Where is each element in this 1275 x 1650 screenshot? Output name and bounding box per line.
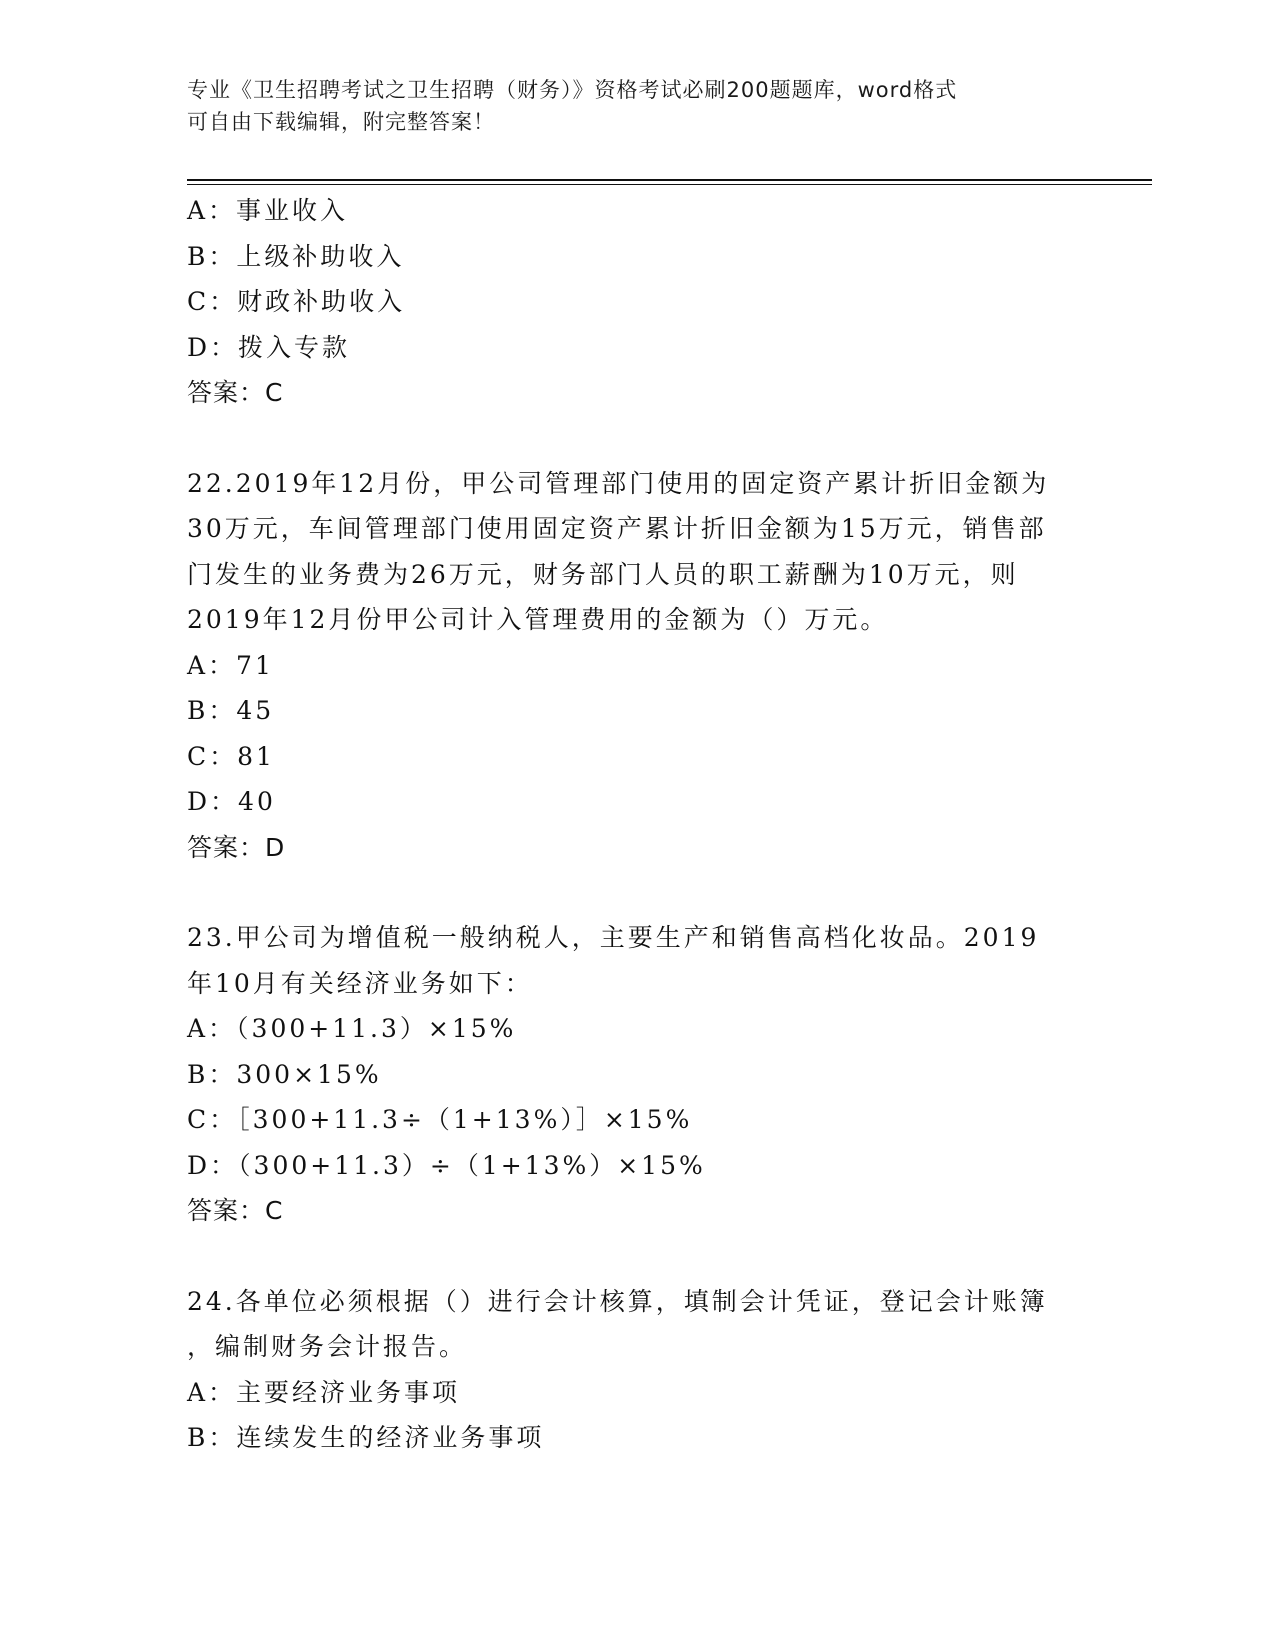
- q22-stem-line-4: 2019年12月份甲公司计入管理费用的金额为（）万元。: [187, 605, 889, 634]
- question-22-block: [187, 461, 1087, 871]
- question-21-block: [187, 188, 1087, 416]
- q23-stem-line-2: 年10月有关经济业务如下：: [187, 968, 533, 998]
- q22-option-b: B：45: [187, 696, 275, 725]
- q21-option-a: A：事业收入: [187, 196, 349, 225]
- q21-option-d: D：拨入专款: [187, 332, 351, 362]
- q22-stem-line-3: 门发生的业务费为26万元，财务部门人员的职工薪酬为10万元，则: [187, 559, 1019, 589]
- q22-option-a: A：71: [187, 650, 274, 680]
- q22-option-c: C：81: [187, 741, 275, 771]
- q21-answer: 答案：C: [187, 378, 284, 407]
- q21-option-c: C：财政补助收入: [187, 287, 406, 316]
- spacer: [187, 870, 1087, 915]
- q23-option-d: D：（300+11.3）÷（1+13%）×15%: [187, 1150, 706, 1180]
- q22-option-d: D：40: [187, 787, 276, 816]
- header-rule-thin: [187, 184, 1152, 185]
- q23-option-b: B：300×15%: [187, 1059, 382, 1089]
- q24-option-b: B：连续发生的经济业务事项: [187, 1423, 545, 1452]
- header-line-2: 可自由下载编辑，附完整答案！: [187, 110, 495, 134]
- q23-option-a: A：（300+11.3）×15%: [187, 1014, 517, 1043]
- q22-stem-line-2: 30万元，车间管理部门使用固定资产累计折旧金额为15万元，销售部: [187, 514, 1047, 543]
- q21-option-b: B：上级补助收入: [187, 241, 405, 271]
- document-header: [187, 74, 1087, 138]
- q24-option-a: A：主要经济业务事项: [187, 1377, 461, 1407]
- q23-answer: 答案：C: [187, 1196, 284, 1225]
- q22-stem-line-1: 22.2019年12月份，甲公司管理部门使用的固定资产累计折旧金额为: [187, 468, 1050, 498]
- q24-stem-line-1: 24.各单位必须根据（）进行会计核算，填制会计凭证，登记会计账簿: [187, 1286, 1048, 1316]
- question-24-block: [187, 1279, 1087, 1461]
- header-rule-thick: [187, 179, 1152, 181]
- q24-stem-line-2: ，编制财务会计报告。: [187, 1332, 468, 1361]
- q23-option-c: C：［300+11.3÷（1+13%）］×15%: [187, 1105, 693, 1134]
- q23-stem-line-1: 23.甲公司为增值税一般纳税人，主要生产和销售高档化妆品。2019: [187, 923, 1040, 952]
- header-line-1: 专业《卫生招聘考试之卫生招聘（财务）》资格考试必刷200题题库，word格式: [187, 78, 958, 102]
- q22-answer: 答案：D: [187, 832, 286, 862]
- spacer: [187, 1234, 1087, 1279]
- document-body: [187, 188, 1087, 1461]
- question-23-block: [187, 915, 1087, 1234]
- spacer: [187, 416, 1087, 461]
